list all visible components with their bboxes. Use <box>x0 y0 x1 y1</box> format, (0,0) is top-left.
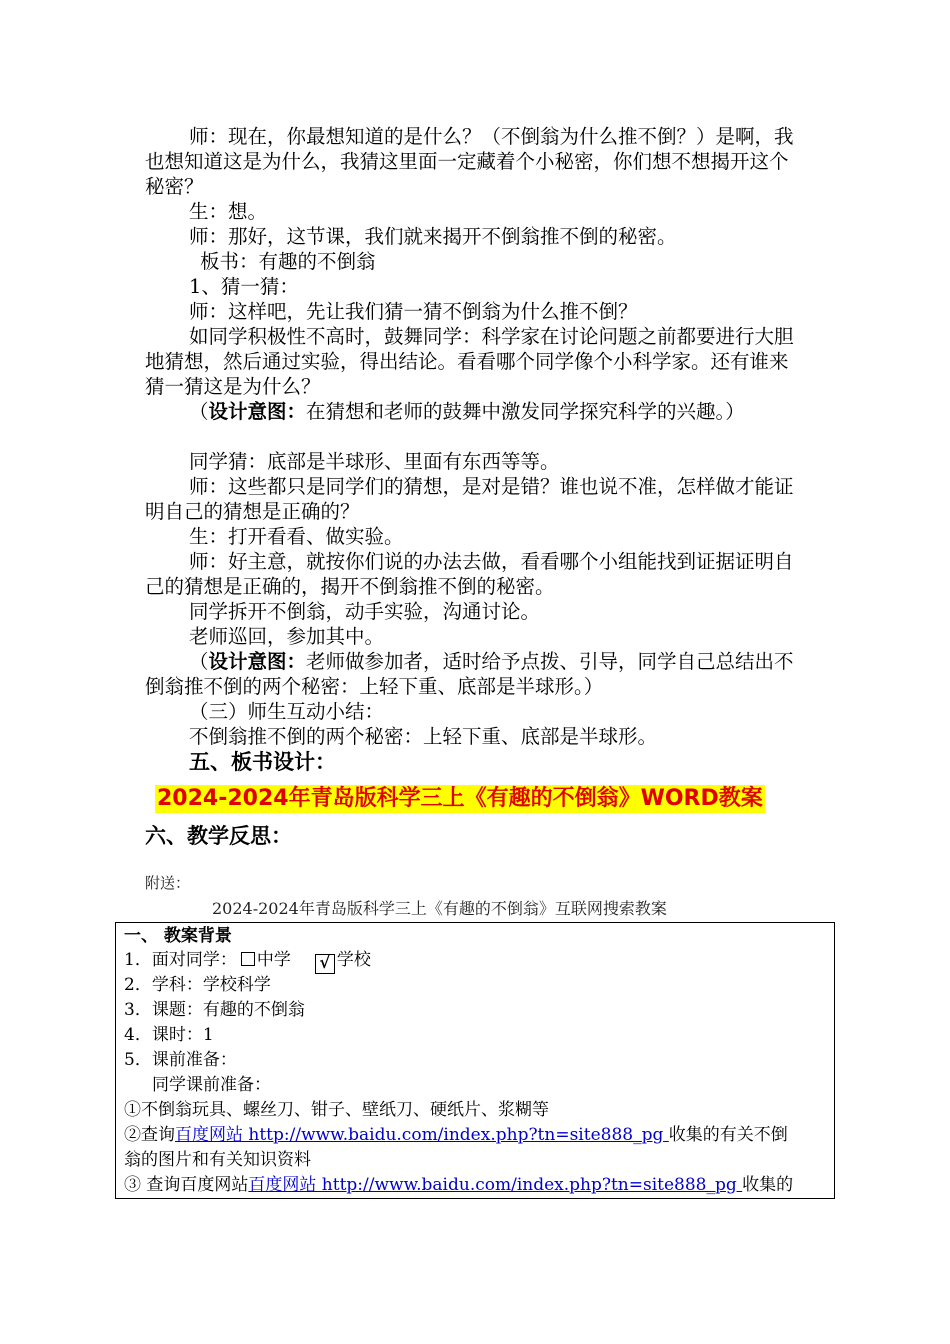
paragraph-student-guess: 同学猜：底部是半球形、里面有东西等等。 <box>189 450 560 473</box>
baidu-link[interactable]: 百度网站 http://www.baidu.com/index.php?tn=site888_pg <box>248 1175 743 1195</box>
design-intent-open: （ <box>189 650 209 673</box>
prep-item-2-prefix: ②查询 <box>124 1125 175 1145</box>
paragraph-teacher-prove: 师：这些都只是同学们的猜想，是对是错？谁也说不准，怎样做才能证明自己的猜想是正确的？ <box>145 475 794 523</box>
subject-row: 2．学科：学校科学 <box>124 975 271 995</box>
paragraph-teacher-question: 师：现在，你最想知道的是什么？（不倒翁为什么推不倒？）是啊，我也想知道这是为什么，我猜这里面一定藏着个小秘密，你们想不想揭开这个秘密？ <box>145 125 794 198</box>
appendix-label: 附送： <box>145 874 191 892</box>
paragraph-teacher-idea: 师：好主意，就按你们说的办法去做，看看哪个小组能找到证据证明自己的猜想是正确的，揭开不倒翁推不倒的秘密。 <box>145 550 794 598</box>
section-title: 一、 教案背景 <box>124 926 232 946</box>
title-banner: 2024-2024年青岛版科学三上《有趣的不倒翁》WORD教案 <box>157 786 763 811</box>
paragraph-design-intent-1 <box>145 399 805 424</box>
prep-item-2 <box>124 1124 788 1146</box>
paragraph-teacher-rounds: 老师巡回，参加其中。 <box>189 625 385 648</box>
paragraph-student-answer: 生：想。 <box>189 200 268 223</box>
checkbox-school-checked[interactable]: √ <box>315 954 335 974</box>
target-students-label: 1．面对同学： <box>124 950 237 970</box>
paragraph-summary: 不倒翁推不倒的两个秘密：上轻下重、底部是半球形。 <box>189 725 658 748</box>
period-row: 4．课时：1 <box>124 1025 214 1045</box>
topic-row: 3．课题：有趣的不倒翁 <box>124 1000 305 1020</box>
design-intent-text: 老师做参加者，适时给予点拨、引导，同学自己总结出不倒翁推不倒的两个秘密：上轻下重、底部是半球形。） <box>145 650 794 698</box>
design-intent-open: （ <box>189 400 209 423</box>
appendix-title: 2024-2024年青岛版科学三上《有趣的不倒翁》互联网搜索教案 <box>212 899 667 918</box>
prep-item-2-suffix: 收集的有关不倒 <box>668 1125 788 1145</box>
paragraph-teacher-intro: 师：那好，这节课，我们就来揭开不倒翁推不倒的秘密。 <box>189 225 677 248</box>
section-heading-blackboard-design: 五、板书设计： <box>189 749 336 774</box>
target-students-row <box>124 949 371 974</box>
paragraph-design-intent-2 <box>145 649 805 699</box>
prep-item-3-suffix: 收集的 <box>742 1175 794 1195</box>
paragraph-blackboard: 板书：有趣的不倒翁 <box>200 250 376 273</box>
section-heading-reflection: 六、教学反思： <box>145 823 292 848</box>
design-intent-label: 设计意图： <box>208 400 307 423</box>
prep-item-2-continued: 翁的图片和有关知识资料 <box>124 1150 311 1170</box>
option-school: 学校 <box>336 950 371 970</box>
paragraph-encourage: 如同学积极性不高时，鼓舞同学：科学家在讨论问题之前都要进行大胆地猜想，然后通过实验，得出结论。看看哪个同学像个小科学家。还有谁来猜一猜这是为什么？ <box>145 325 794 398</box>
preparation-row: 5．课前准备： <box>124 1050 237 1070</box>
student-prep-title: 同学课前准备： <box>152 1075 271 1095</box>
prep-item-3-prefix: ③ 查询百度网站 <box>124 1175 249 1195</box>
design-intent-label: 设计意图： <box>208 650 307 673</box>
design-intent-text: 在猜想和老师的鼓舞中激发同学探究科学的兴趣。） <box>306 400 745 423</box>
prep-item-3 <box>124 1174 793 1196</box>
paragraph-students-work: 同学拆开不倒翁，动手实验，沟通讨论。 <box>189 600 541 623</box>
lesson-background-table <box>115 922 835 1199</box>
paragraph-guess-heading: 1、猜一猜： <box>189 275 299 298</box>
paragraph-summary-heading: （三）师生互动小结： <box>189 700 385 723</box>
paragraph-teacher-guess: 师：这样吧，先让我们猜一猜不倒翁为什么推不倒？ <box>189 300 638 323</box>
paragraph-student-experiment: 生：打开看看、做实验。 <box>189 525 404 548</box>
prep-item-1: ①不倒翁玩具、螺丝刀、钳子、壁纸刀、硬纸片、浆糊等 <box>124 1100 549 1120</box>
baidu-link[interactable]: 百度网站 http://www.baidu.com/index.php?tn=site888_pg <box>175 1125 669 1145</box>
option-middle-school: 中学 <box>256 950 291 970</box>
checkbox-middle-school[interactable] <box>241 952 255 966</box>
